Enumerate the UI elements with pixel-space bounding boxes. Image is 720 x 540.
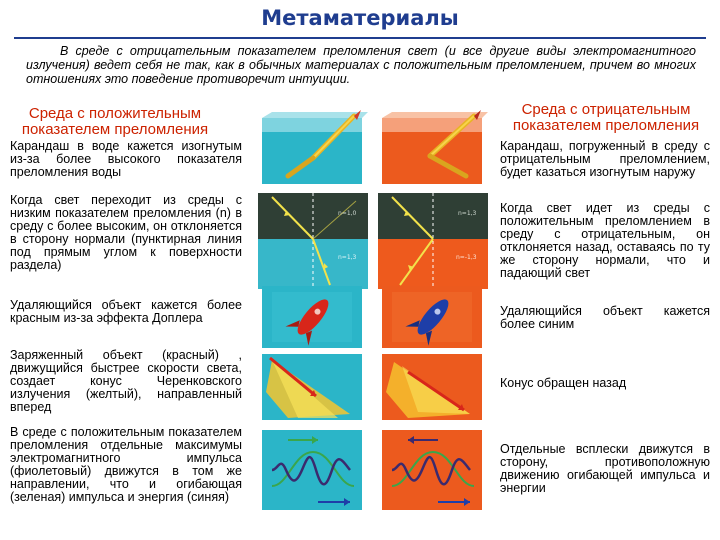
right-column-header: Среда с отрицательным показателем преломления: [512, 101, 700, 134]
positive-label-bottom: n=1,3: [338, 254, 357, 261]
negative-pulse-illustration: [378, 426, 488, 512]
right-text-refraction: Когда свет идет из среды с положительным преломлением в среду с отрицательным, он отклоняется назад, оставаясь по ту же сторону нормали, что и падающий свет: [500, 201, 710, 280]
negative-label-bottom: n=-1,3: [456, 254, 477, 261]
left-text-refraction: Когда свет переходит из среды с низким показателем преломления (n) в среду с более высоким, он отклоняется в сторону нормали (пунктирная линия под прямым углом к поверхности раздела): [10, 193, 242, 272]
negative-label-top: n=1,3: [458, 210, 477, 217]
negative-cherenkov-illustration: [378, 352, 488, 422]
intro-paragraph: В среде с отрицательным показателем преломления свет (и все другие виды электромагнитного излучения) ведет себя не так, как в обычных материалах с положительным преломлением, причем во многих отношениях это поведение противоречит интуиции.: [26, 44, 696, 86]
right-text-pulse: Отдельные всплески движутся в сторону, противоположную движению огибающей импульса и энергии: [500, 442, 710, 495]
right-text-doppler: Удаляющийся объект кажется более синим: [500, 304, 710, 331]
page-title: Метаматериалы: [261, 6, 459, 30]
negative-refraction-illustration: [378, 193, 488, 289]
left-text-pulse: В среде с положительным показателем преломления отдельные максимумы электромагнитного импульса (фиолетовый) движутся в том же направлении, что и огибающая (зеленая) импульса и энергия (синяя): [10, 425, 242, 504]
positive-pencil-illustration: [258, 110, 368, 188]
negative-doppler-illustration: [378, 280, 488, 350]
left-text-pencil: Карандаш в воде кажется изогнутым из-за более высокого показателя преломления воды: [10, 139, 242, 179]
negative-pencil-illustration: [378, 110, 488, 188]
positive-doppler-illustration: [258, 280, 368, 350]
positive-label-top: n=1,0: [338, 210, 357, 217]
right-text-cherenkov: Конус обращен назад: [500, 376, 627, 390]
left-text-cherenkov: Заряженный объект (красный) , движущийся быстрее скорости света, создает конус Черенковского излучения (желтый), направленный вперед: [10, 348, 242, 414]
positive-refraction-illustration: [258, 193, 368, 289]
positive-pulse-illustration: [258, 426, 368, 512]
positive-cherenkov-illustration: [258, 352, 368, 422]
title-underline: [14, 37, 706, 39]
left-text-doppler: Удаляющийся объект кажется более красным из-за эффекта Доплера: [10, 298, 242, 325]
left-column-header: Среда с положительным показателем преломления: [21, 105, 209, 138]
right-text-pencil: Карандаш, погруженный в среду с отрицательным преломлением, будет казаться изогнутым наружу: [500, 139, 710, 179]
